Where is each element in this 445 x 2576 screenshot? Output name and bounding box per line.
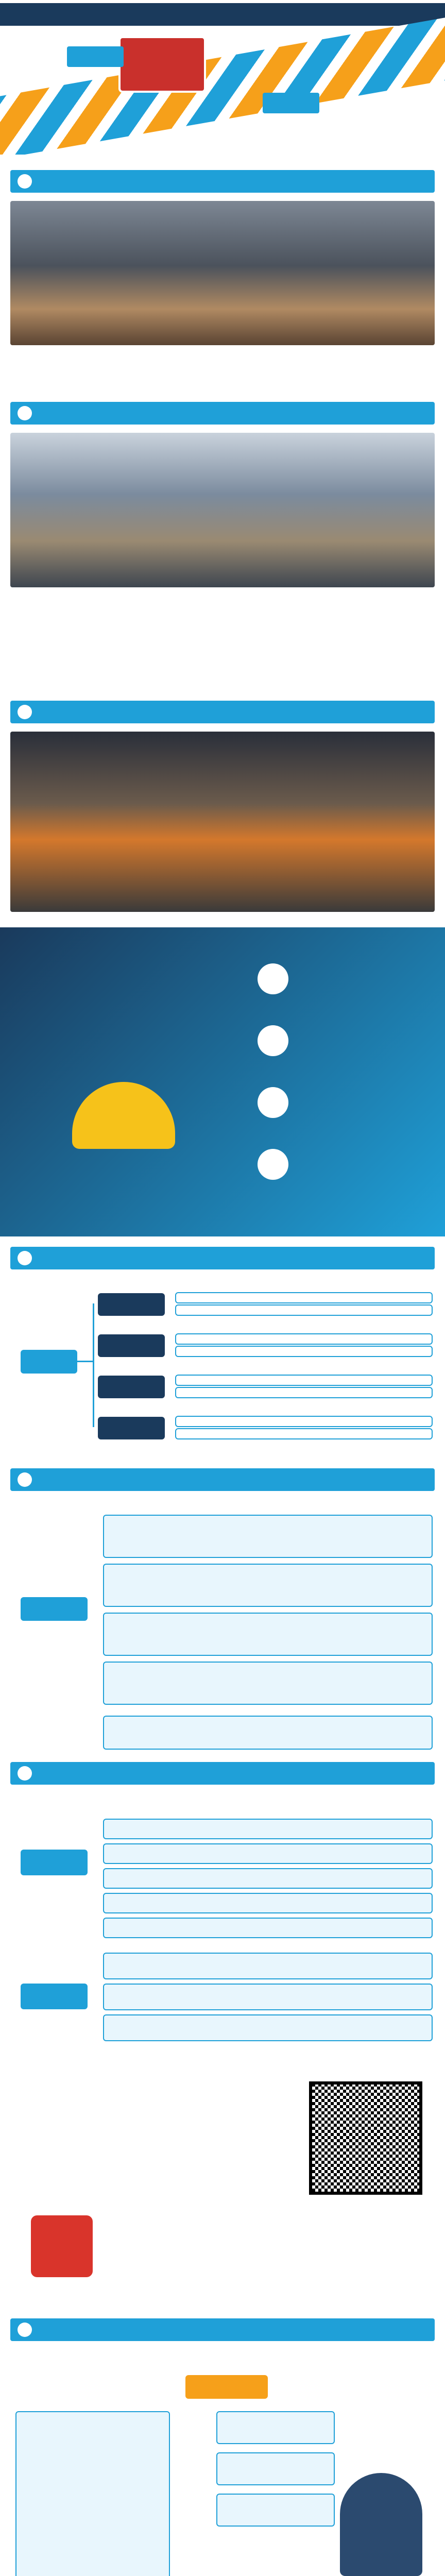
tag-right: [263, 93, 319, 113]
hard-hat-icon: [340, 2473, 422, 2576]
s4-right-item: [216, 2411, 335, 2444]
s1-branches: [98, 1293, 438, 1458]
s1-branch: [98, 1293, 165, 1316]
s1-leaf: [175, 1304, 433, 1316]
s1-leaf: [175, 1375, 433, 1386]
s1-leaf: [175, 1428, 433, 1439]
s3-items: [103, 1819, 433, 2045]
s1-section: [0, 1247, 445, 1463]
s3-section: [0, 1762, 445, 2050]
scene3-bar: [10, 701, 435, 723]
scene3-section: [0, 701, 445, 922]
scene2-section: [0, 402, 445, 696]
s4-right-item: [216, 2452, 335, 2485]
s2-row: [103, 1515, 433, 1558]
s4-bar: [10, 2318, 435, 2341]
promo-lines: [21, 2092, 278, 2205]
stripe-band: [0, 14, 445, 155]
s3-item-a: [103, 1918, 433, 1938]
s1-leaf: [175, 1387, 433, 1398]
s3-item-a: [103, 1819, 433, 1839]
s3-item-a: [103, 1893, 433, 1913]
s4-right-item: [216, 2494, 335, 2527]
scene1-photo: [10, 201, 435, 345]
s3-left-b: [21, 1984, 88, 2009]
scene1-bar: [10, 170, 435, 193]
tag-left: [67, 46, 124, 67]
s4-left: [15, 2411, 170, 2576]
s2-bar: [10, 1468, 435, 1491]
s4-section: [0, 2318, 445, 2576]
s1-root: [21, 1350, 77, 1374]
s3-item-b: [103, 1953, 433, 1979]
s1-branch: [98, 1376, 165, 1398]
s1-leaf: [175, 1416, 433, 1427]
s3-bar: [10, 1762, 435, 1785]
toc-item[interactable]: [258, 958, 433, 1005]
scene3-photo: [10, 732, 435, 912]
s1-leaf: [175, 1346, 433, 1357]
s2-root: [21, 1597, 88, 1621]
truck-icon: [118, 36, 206, 93]
s2-rows: [103, 1515, 433, 1710]
toc-section: [0, 927, 445, 1236]
scene1-section: [0, 170, 445, 397]
scene2-bar: [10, 402, 435, 425]
s3-item-b: [103, 2014, 433, 2041]
s3-item-a: [103, 1868, 433, 1889]
s2-row: [103, 1613, 433, 1656]
promo-badge: [31, 2215, 93, 2277]
promo-section: [0, 2061, 445, 2308]
helmet-icon: [72, 1082, 175, 1149]
s1-branch: [98, 1334, 165, 1357]
s1-leaf: [175, 1333, 433, 1345]
s2-section: [0, 1468, 445, 1757]
s2-row: [103, 1564, 433, 1607]
s3-left-a: [21, 1850, 88, 1875]
s1-leaf: [175, 1292, 433, 1303]
s2-row: [103, 1662, 433, 1705]
s4-hub: [185, 2375, 268, 2399]
toc-item[interactable]: [258, 1144, 433, 1190]
s3-item-b: [103, 1984, 433, 2010]
s1-branch: [98, 1417, 165, 1439]
scene2-photo: [10, 433, 435, 587]
toc-list: [258, 958, 433, 1206]
toc-item[interactable]: [258, 1082, 433, 1128]
s2-note: [103, 1716, 433, 1750]
qr-code[interactable]: [309, 2081, 422, 2195]
s1-bar: [10, 1247, 435, 1269]
toc-item[interactable]: [258, 1020, 433, 1066]
s3-item-a: [103, 1843, 433, 1864]
header-section: [0, 0, 445, 155]
header-title-bar: [0, 3, 445, 26]
